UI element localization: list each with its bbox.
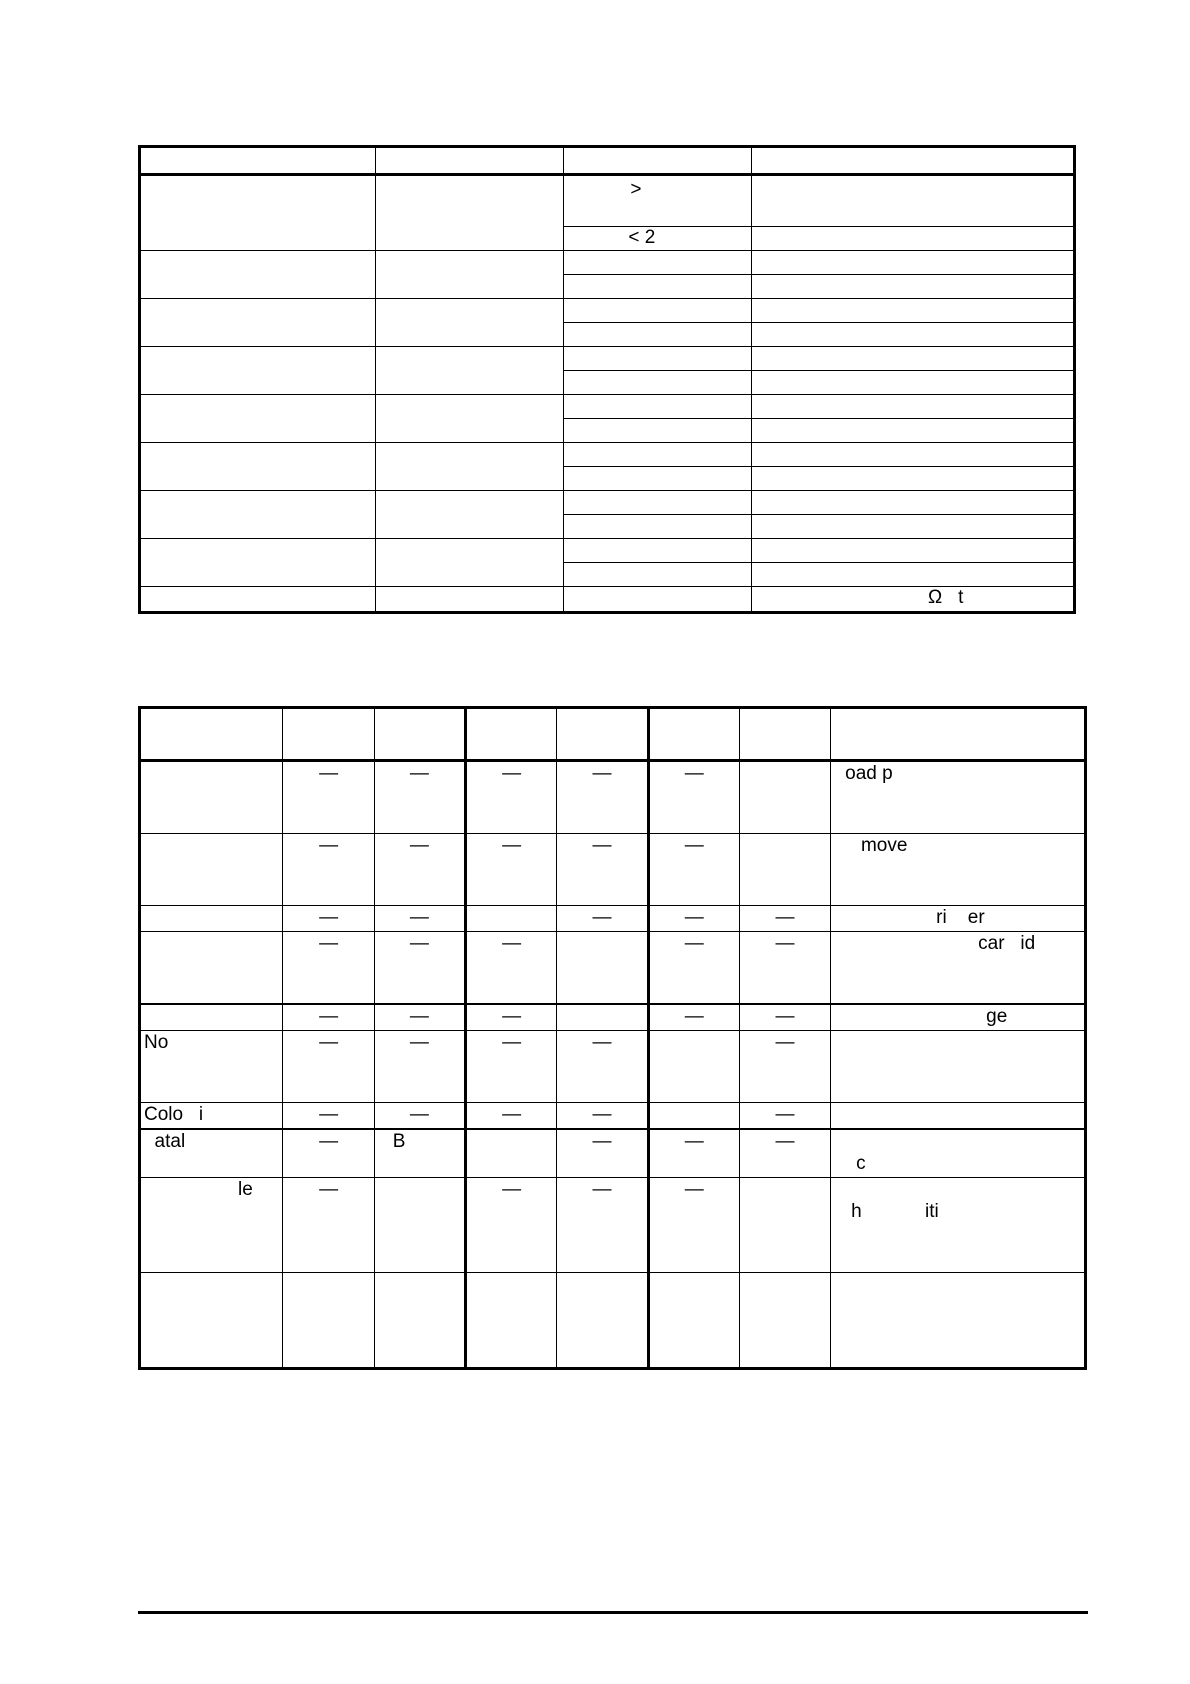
value-cell: — xyxy=(374,1031,465,1103)
table-cell xyxy=(739,708,830,761)
table1-row xyxy=(140,491,1075,515)
table-row xyxy=(140,1031,1086,1103)
value-cell: — xyxy=(283,1031,374,1103)
value-cell: — xyxy=(374,932,465,1005)
value-cell: — xyxy=(557,906,648,932)
omega-symbol: Ω xyxy=(927,587,943,608)
table-cell xyxy=(751,175,1074,227)
value-cell: — xyxy=(466,1004,557,1031)
value-cell: — xyxy=(648,834,739,906)
value-cell: — xyxy=(466,761,557,834)
table-cell xyxy=(375,587,564,613)
table-cell xyxy=(564,347,752,371)
table-cell xyxy=(375,443,564,491)
value-cell: — xyxy=(466,1178,557,1273)
table-row xyxy=(140,906,1086,932)
table-cell xyxy=(140,443,376,491)
table-cell xyxy=(751,467,1074,491)
table-cell xyxy=(564,515,752,539)
value-cell xyxy=(739,834,830,906)
value-cell: — xyxy=(557,1031,648,1103)
table-cell xyxy=(751,443,1074,467)
value-cell xyxy=(374,1178,465,1273)
value-cell: — xyxy=(466,834,557,906)
remarks-cell: oad p xyxy=(831,761,1086,834)
table-cell xyxy=(140,491,376,539)
table-cell xyxy=(375,395,564,443)
table-cell xyxy=(140,347,376,395)
item-name-cell: atal xyxy=(140,1129,283,1178)
value-cell: — xyxy=(557,1178,648,1273)
value-cell: — xyxy=(648,906,739,932)
table-cell xyxy=(751,539,1074,563)
value-cell: — xyxy=(374,906,465,932)
remarks-cell xyxy=(831,1031,1086,1103)
value-cell xyxy=(374,1273,465,1369)
table-row xyxy=(140,1178,1086,1273)
value-cell: — xyxy=(648,1129,739,1178)
remarks-cell: ri er xyxy=(831,906,1086,932)
value-cell xyxy=(466,1273,557,1369)
table-cell xyxy=(374,708,465,761)
table-row xyxy=(140,932,1086,1005)
table1-row xyxy=(140,175,1075,227)
table-cell xyxy=(564,443,752,467)
table-cell xyxy=(140,299,376,347)
table-cell xyxy=(564,587,752,613)
table1-row xyxy=(140,299,1075,323)
table-cell xyxy=(140,175,376,251)
value-cell: — xyxy=(466,1031,557,1103)
table-cell xyxy=(140,147,376,175)
value-cell: — xyxy=(374,834,465,906)
value-cell: — xyxy=(739,1129,830,1178)
table-cell xyxy=(140,539,376,587)
value-cell: — xyxy=(739,1031,830,1103)
table-cell xyxy=(375,175,564,251)
value-cell xyxy=(739,761,830,834)
item-name-cell: No xyxy=(140,1031,283,1103)
value-cell xyxy=(739,1273,830,1369)
value-cell: — xyxy=(557,1103,648,1130)
table-row xyxy=(140,834,1086,906)
table-cell xyxy=(751,147,1074,175)
value-cell xyxy=(648,1273,739,1369)
value-cell: — xyxy=(374,1103,465,1130)
value-cell: — xyxy=(739,1004,830,1031)
table1-row xyxy=(140,587,1075,613)
table-cell xyxy=(564,491,752,515)
table-cell xyxy=(751,347,1074,371)
table-cell xyxy=(564,563,752,587)
table-cell xyxy=(751,275,1074,299)
table-cell xyxy=(751,515,1074,539)
value-cell xyxy=(466,906,557,932)
table1-row xyxy=(140,443,1075,467)
table1-row xyxy=(140,395,1075,419)
table-cell xyxy=(375,347,564,395)
table-cell xyxy=(751,227,1074,251)
value-cell: — xyxy=(283,906,374,932)
table-cell xyxy=(751,251,1074,275)
value-cell: — xyxy=(283,1004,374,1031)
value-cell: — xyxy=(283,1178,374,1273)
item-name-cell: le xyxy=(140,1178,283,1273)
value-cell: — xyxy=(648,1004,739,1031)
value-cell xyxy=(557,1273,648,1369)
table-cell xyxy=(751,371,1074,395)
table-cell xyxy=(283,708,374,761)
remarks-cell: car id xyxy=(831,932,1086,1005)
table-row xyxy=(140,1129,1086,1178)
table-cell xyxy=(564,467,752,491)
table1-header-row xyxy=(140,147,1075,175)
table-cell xyxy=(140,395,376,443)
remarks-cell xyxy=(831,1273,1086,1369)
value-cell: — xyxy=(557,1129,648,1178)
item-name-cell xyxy=(140,761,283,834)
table-row xyxy=(140,1103,1086,1130)
table-cell xyxy=(751,395,1074,419)
table-cell xyxy=(751,491,1074,515)
table-cell xyxy=(751,323,1074,347)
table-cell xyxy=(375,299,564,347)
remarks-cell: c xyxy=(831,1129,1086,1178)
table1-row xyxy=(140,539,1075,563)
table-cell xyxy=(751,563,1074,587)
value-cell: — xyxy=(283,932,374,1005)
value-cell: — xyxy=(466,1103,557,1130)
value-cell: — xyxy=(283,1129,374,1178)
table1-row xyxy=(140,251,1075,275)
value-cell: — xyxy=(739,1103,830,1130)
value-cell: — xyxy=(557,834,648,906)
item-name-cell xyxy=(140,1004,283,1031)
table-cell xyxy=(751,299,1074,323)
value-cell: — xyxy=(374,1004,465,1031)
value-cell: — xyxy=(648,932,739,1005)
table-cell xyxy=(140,251,376,299)
remarks-cell xyxy=(831,1103,1086,1130)
value-cell: — xyxy=(557,761,648,834)
table-cell xyxy=(564,395,752,419)
value-cell: — xyxy=(374,761,465,834)
value-cell: — xyxy=(739,932,830,1005)
value-cell: — xyxy=(648,1178,739,1273)
table-cell xyxy=(564,275,752,299)
value-cell: — xyxy=(648,761,739,834)
value-cell xyxy=(648,1031,739,1103)
unit-t: t xyxy=(958,587,964,608)
item-name-cell: Colo i xyxy=(140,1103,283,1130)
table-cell xyxy=(466,708,557,761)
value-cell: B xyxy=(374,1129,465,1178)
item-name-cell xyxy=(140,906,283,932)
table-cell xyxy=(751,419,1074,443)
table-cell xyxy=(648,708,739,761)
ohm-unit-cell xyxy=(751,587,1074,613)
table-cell xyxy=(140,587,376,613)
item-name-cell xyxy=(140,932,283,1005)
value-cell xyxy=(557,932,648,1005)
table-cell xyxy=(564,251,752,275)
table-row xyxy=(140,761,1086,834)
value-cell xyxy=(739,1178,830,1273)
item-name-cell xyxy=(140,1273,283,1369)
table-cell xyxy=(831,708,1086,761)
table-cell xyxy=(564,371,752,395)
table-cell xyxy=(564,323,752,347)
spec-table-2 xyxy=(138,706,1087,1370)
table-row xyxy=(140,1004,1086,1031)
table-cell xyxy=(375,491,564,539)
remarks-cell: ge xyxy=(831,1004,1086,1031)
spec-table-1 xyxy=(138,145,1076,614)
item-name-cell xyxy=(140,834,283,906)
table-cell xyxy=(557,708,648,761)
less-than-2-value: < 2 xyxy=(564,227,752,251)
value-cell: — xyxy=(283,1103,374,1130)
greater-than-symbol: > xyxy=(564,175,752,227)
table-cell xyxy=(375,147,564,175)
value-cell xyxy=(557,1004,648,1031)
value-cell xyxy=(283,1273,374,1369)
table-cell xyxy=(564,539,752,563)
table-cell xyxy=(564,419,752,443)
remarks-cell: h iti xyxy=(831,1178,1086,1273)
value-cell xyxy=(648,1103,739,1130)
table-cell xyxy=(140,708,283,761)
footer-divider xyxy=(138,1611,1088,1614)
value-cell: — xyxy=(466,932,557,1005)
table-cell xyxy=(375,539,564,587)
value-cell: — xyxy=(283,834,374,906)
table2-header-row xyxy=(140,708,1086,761)
table-row xyxy=(140,1273,1086,1369)
table-cell xyxy=(375,251,564,299)
value-cell: — xyxy=(283,761,374,834)
table-cell xyxy=(564,147,752,175)
value-cell: — xyxy=(739,906,830,932)
table-cell xyxy=(564,299,752,323)
table1-row xyxy=(140,347,1075,371)
value-cell xyxy=(466,1129,557,1178)
remarks-cell: move xyxy=(831,834,1086,906)
